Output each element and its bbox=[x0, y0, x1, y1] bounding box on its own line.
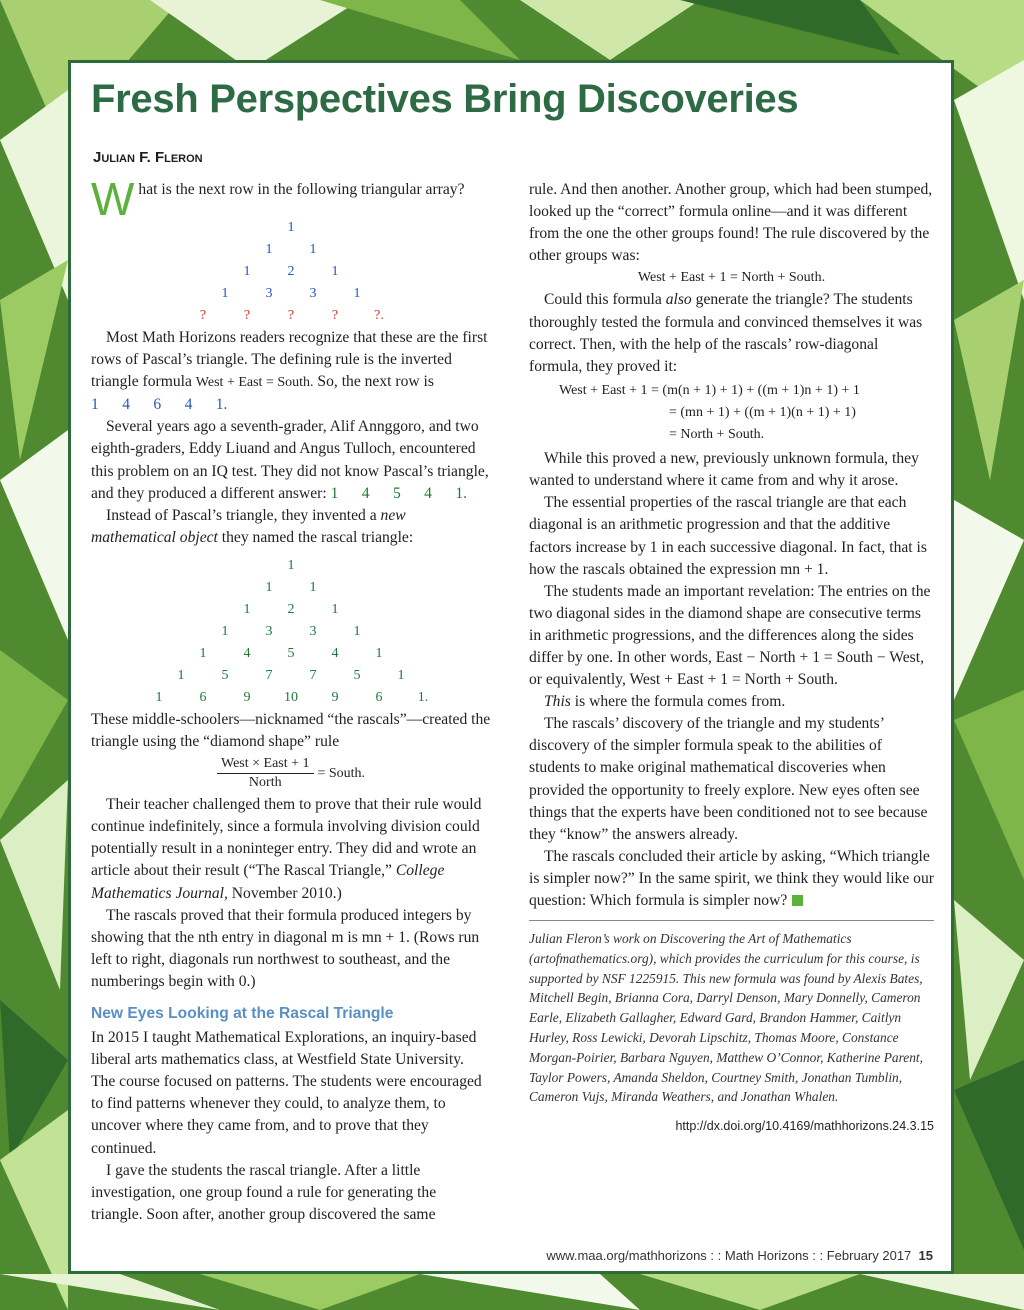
paragraph-discovery: The rascals’ discovery of the triangle and my students’ discovery of the simpler formula speak to the abilities of students to make original mathematical discoveries when provided the opportunity to freely explore. New eyes often see things that the experts have been conditioned not to see because they “know” the answers already. bbox=[529, 715, 928, 843]
triangle-entry: 1 bbox=[309, 579, 317, 595]
diamond-rule-formula: $\frac{\text{West × East + 1}}{\text{North}}$ = South. bbox=[91, 755, 491, 792]
paragraph-unknown-formula: While this proved a new, previously unknown formula, they wanted to understand where it came from and why it arose. bbox=[529, 450, 919, 490]
triangle-entry: 3 bbox=[309, 286, 317, 301]
triangle-entry: 1 bbox=[265, 579, 273, 595]
article-title: Fresh Perspectives Bring Discoveries bbox=[91, 77, 799, 121]
proof-equations bbox=[559, 380, 934, 446]
equation-line: = (mn + 1) + ((m + 1)(n + 1) + 1) bbox=[669, 404, 856, 420]
doi-link[interactable]: http://dx.doi.org/10.4169/mathhorizons.24.3.15 bbox=[675, 1119, 934, 1134]
paragraph-properties: The essential properties of the rascal triangle are that each diagonal is an arithmetic progression and that the additive factors increase by 1 in each successive diagonal. In fact, that is how the rascals obtained the expression mn + 1. bbox=[529, 494, 927, 578]
triangle-row bbox=[91, 217, 491, 239]
triangle-entry: 2 bbox=[287, 264, 295, 279]
paragraph-revelation: The students made an important revelation: The entries on the two diagonal sides in the diamond shape are consecutive terms in arithmetic progressions, and the differences along the sides differ by one. In other words, East − North + 1 = South − West, or equivalently, West + East + 1 = North + South. bbox=[529, 582, 931, 689]
triangle-row bbox=[91, 261, 491, 283]
triangle-row bbox=[91, 555, 491, 577]
divider bbox=[529, 920, 934, 921]
pascal-next-row: 1 4 6 4 1. bbox=[91, 396, 228, 414]
triangle-row bbox=[91, 665, 491, 687]
drop-cap: W bbox=[91, 173, 135, 225]
triangle-entry: 1 bbox=[221, 286, 229, 301]
paragraph-new-object: Instead of Pascal’s triangle, they invented a new mathematical object they named the rascal triangle: bbox=[91, 506, 414, 546]
triangle-entry: 6 bbox=[199, 689, 207, 705]
triangle-entry: 5 bbox=[287, 645, 295, 661]
triangle-entry: 10 bbox=[284, 689, 298, 705]
paragraph-pascal: Most Math Horizons readers recognize that these are the first rows of Pascal’s triangle. The defining rule is the inverted triangle formula West + East = South. So, the next row is 1 4 6 4 1. bbox=[91, 329, 488, 414]
triangle-row bbox=[91, 599, 491, 621]
paragraph-another-rule: rule. And then another. Another group, which had been stumped, looked up the “correct” formula online—and it was different from the one the other groups found! The rule discovered by the other groups was: bbox=[529, 181, 933, 265]
paragraph-iq-test: Several years ago a seventh-grader, Alif Annggoro, and two eighth-graders, Eddy Liuand and Angus Tulloch, encountered this problem on an IQ test. They did not know Pascal’s triangle, and they produced a different answer: 1 4 5 4 1. bbox=[91, 418, 489, 502]
right-column bbox=[529, 179, 934, 1137]
page-footer: www.maa.org/mathhorizons : : Math Horizons : : February 2017 15 bbox=[546, 1248, 933, 1263]
triangle-row bbox=[91, 283, 491, 305]
triangle-entry: ? bbox=[243, 308, 251, 323]
triangle-entry: 4 bbox=[243, 645, 251, 661]
formula-north-south: West + East + 1 = North + South. bbox=[637, 270, 826, 286]
triangle-entry: 3 bbox=[265, 623, 273, 639]
triangle-entry: 2 bbox=[287, 601, 295, 617]
paragraph-rascals: These middle-schoolers—nicknamed “the rascals”—created the triangle using the “diamond shape” rule bbox=[91, 710, 491, 751]
triangle-entry: 1 bbox=[331, 601, 339, 617]
triangle-entry: 1 bbox=[353, 623, 361, 639]
triangle-entry: ? bbox=[331, 308, 339, 323]
triangle-entry: 1 bbox=[177, 667, 185, 683]
triangle-entry: 7 bbox=[265, 667, 273, 683]
triangle-entry: 1 bbox=[199, 645, 207, 661]
triangle-row bbox=[91, 577, 491, 599]
equation-line: = North + South. bbox=[669, 427, 765, 443]
triangle-entry: ? bbox=[199, 308, 207, 323]
triangle-entry: 1 bbox=[243, 264, 251, 279]
triangle-entry: 5 bbox=[221, 667, 229, 683]
left-column bbox=[91, 173, 491, 1226]
author-name: Julian F. Fleron bbox=[93, 149, 203, 166]
triangle-row bbox=[91, 305, 491, 327]
triangle-entry: 9 bbox=[243, 689, 251, 705]
triangle-entry: 1 bbox=[353, 286, 361, 301]
triangle-entry: 1 bbox=[265, 242, 273, 257]
equation-line: West + East + 1 = (m(n + 1) + 1) + ((m + 1)n + 1) + 1 bbox=[559, 382, 860, 398]
article-panel bbox=[68, 60, 954, 1274]
paragraph-course: In 2015 I taught Mathematical Explorations, an inquiry-based liberal arts mathematics class, at Westfield State University. The course focused on patterns. The students were encouraged to find patterns whenever they could, to analyze them, to uncover where they came from, and to prove that they continued. bbox=[91, 1029, 482, 1157]
triangle-entry: 1 bbox=[221, 623, 229, 639]
triangle-row bbox=[91, 239, 491, 261]
triangle-entry: 1 bbox=[375, 645, 383, 661]
rascal-triangle bbox=[91, 555, 491, 709]
triangle-entry: ? bbox=[287, 308, 295, 323]
end-mark-icon bbox=[792, 895, 803, 906]
triangle-row bbox=[91, 643, 491, 665]
triangle-entry: 4 bbox=[331, 645, 339, 661]
paragraph-proof: The rascals proved that their formula produced integers by showing that the nth entry in diagonal m is mn + 1. (Rows run left to right, diagonals run northwest to southeast, and the numberings begin with 0.) bbox=[91, 906, 480, 990]
acknowledgment-note: Julian Fleron’s work on Discovering the Art of Mathematics (artofmathematics.org), which provides the curriculum for this course, is supported by NSF 1225915. This new formula was found by Alexis Bates, Mitchell Begin, Brianna Cora, Darryl Denson, Mary Donnelly, Cameron Earle, Elizabeth Gallagher, Edward Gard, Brandon Hammer, Caitlyn Hurley, Ross Lewicki, Devorah Lipschitz, Thomas Moore, Constance Morgan-Poirier, Barbara Nguyen, Matthew O’Connor, Katherine Parent, Taylor Powers, Amanda Sheldon, Courtney Smith, Jonathan Tumblin, Cameron Vujs, Miranda Weathers, and Jonathan Whalen. bbox=[529, 931, 924, 1105]
triangle-entry: 1 bbox=[243, 601, 251, 617]
paragraph-teacher: Their teacher challenged them to prove that their rule would continue indefinitely, since a formula involving division could potentially result in a noninteger entry. They did and wrote an article about their result (“The Rascal Triangle,” College Mathematics Journal, November 2010.) bbox=[91, 796, 482, 902]
triangle-entry: 1 bbox=[397, 667, 405, 683]
page-number: 15 bbox=[918, 1248, 933, 1263]
triangle-entry: ?. bbox=[374, 308, 384, 323]
paragraph-this: This is where the formula comes from. bbox=[544, 693, 786, 711]
triangle-entry: 1. bbox=[417, 689, 429, 705]
triangle-entry: 1 bbox=[287, 220, 295, 235]
rascal-answer-row: 1 4 5 4 1. bbox=[330, 484, 468, 502]
triangle-entry: 3 bbox=[265, 286, 273, 301]
triangle-entry: 1 bbox=[287, 557, 295, 573]
triangle-entry: 5 bbox=[353, 667, 361, 683]
triangle-entry: 7 bbox=[309, 667, 317, 683]
triangle-entry: 1 bbox=[331, 264, 339, 279]
triangle-entry: 3 bbox=[309, 623, 317, 639]
paragraph-gave-triangle: I gave the students the rascal triangle. After a little investigation, one group found a rule for generating the triangle. Soon after, another group discovered the same bbox=[91, 1161, 437, 1223]
triangle-entry: 1 bbox=[309, 242, 317, 257]
triangle-entry: 9 bbox=[331, 689, 339, 705]
paragraph-conclusion: The rascals concluded their article by asking, “Which triangle is simpler now?” In the same spirit, we think they would like our question: Which formula is simpler now? bbox=[529, 847, 934, 909]
triangle-row bbox=[91, 621, 491, 643]
pascal-triangle bbox=[91, 217, 491, 327]
triangle-row bbox=[91, 687, 491, 709]
paragraph-also: Could this formula also generate the triangle? The students thoroughly tested the formula and convinced themselves it was correct. Then, with the help of the rascals’ row-diagonal formula, they proved it: bbox=[529, 291, 923, 375]
intro-paragraph: What is the next row in the following triangular array? bbox=[91, 173, 465, 225]
triangle-entry: 6 bbox=[375, 689, 383, 705]
triangle-entry: 1 bbox=[155, 689, 163, 705]
section-heading: New Eyes Looking at the Rascal Triangle bbox=[91, 1004, 394, 1022]
